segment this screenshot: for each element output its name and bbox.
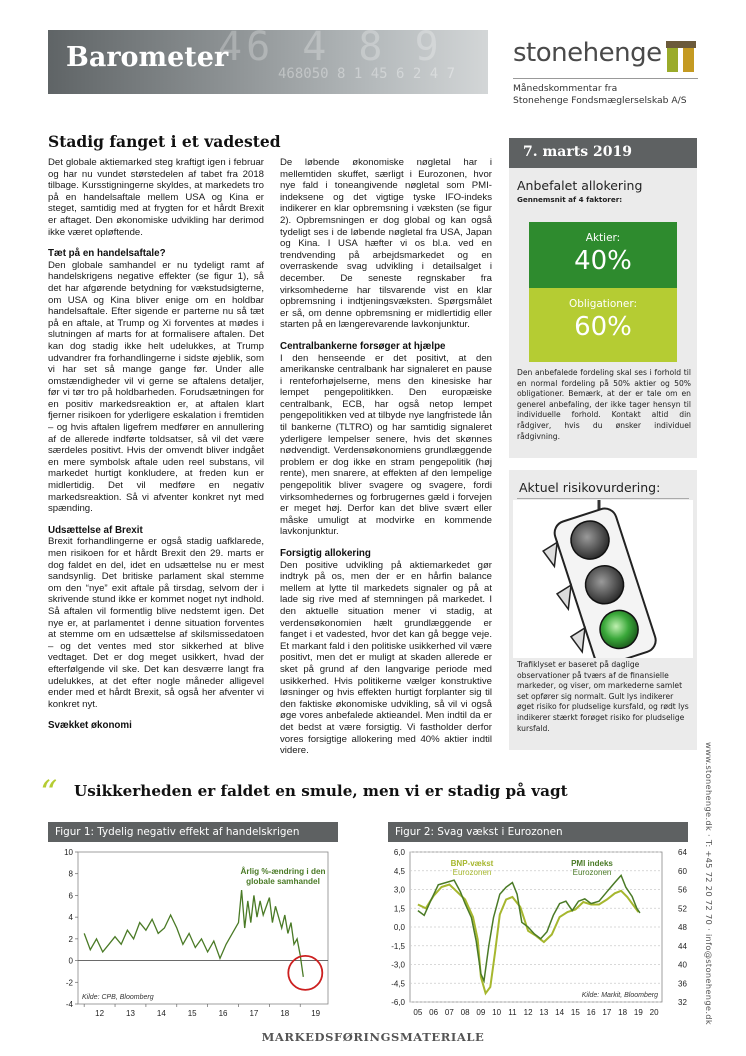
- y-left-tick-label: 6,0: [393, 848, 405, 857]
- x-tick-label: 13: [539, 1008, 549, 1017]
- section-heading: Forsigtig allokering: [280, 548, 371, 559]
- stocks-label: Aktier:: [585, 232, 621, 244]
- risk-note: Trafiklyset er baseret på daglige observationer på tværs af de finansielle markeder, og viser, om markederne samlet set opfører sig normalt. Gult lys indikerer øget risiko for pludselige kursfald, og rødt lys indikerer stærkt forøget risiko for pludselige kursfald.: [517, 660, 689, 733]
- paragraph: Den positive udvikling på aktiemarkedet gør indtryk på os, men der er en hårfin balance mellem at lytte til markedets signaler og på at lade sig rive med af stemningen på markedet. I den aktuelle situation mener vi stadig, at verdensøkonomien hælt grundlæggende er fanget i et vadested, hvor det kan gå begge veje. Et markant fald i den politiske usikkerhed vil være positivt, men det er muligt at skaden allerede er sket på grund af den langvarige periode med usikkerhed. Hvis politikerne vælger konstruktive løsninger og hvis effekten hurtigt forplanter sig til den faktiske økonomiske udvikling, så vil vi også øge vores anbefalede aktieandel. Men indtil da er det bedst at være forsigtig. Vi fastholder derfor vores forsigtige allokering med 40% aktier indtil videre.: [280, 559, 492, 757]
- y-left-tick-label: 0,0: [393, 923, 405, 932]
- x-tick-label: 15: [570, 1008, 580, 1017]
- contact-text: www.stonehenge.dk · T: +45 72 20 72 70 · info@stonehenge.dk: [704, 742, 714, 1025]
- risk-title: Aktuel risikovurdering:: [519, 480, 661, 495]
- legend-gdp: [451, 859, 494, 877]
- y-right-tick-label: 52: [678, 904, 687, 914]
- x-tick-label: 07: [444, 1008, 454, 1017]
- bonds-allocation-box: [529, 288, 677, 362]
- risk-panel: [509, 470, 697, 750]
- decorative-numbers: 46 4 8 9: [218, 30, 443, 70]
- y-left-tick-label: 4,5: [393, 866, 405, 876]
- x-tick-label: 15: [187, 1009, 197, 1018]
- legend-gdp-line-2: Eurozonen: [452, 868, 492, 877]
- x-tick-label: 17: [602, 1008, 612, 1017]
- decorative-numbers-small: 468050 8 1 45 6 2 4 7: [278, 66, 456, 82]
- risk-title-divider: [517, 498, 689, 499]
- stocks-allocation-box: [529, 222, 677, 288]
- y-right-tick-label: 32: [678, 998, 687, 1007]
- brand-divider: [513, 78, 698, 79]
- y-tick-label: 10: [64, 848, 73, 857]
- article-title: Stadig fanget i et vadested: [48, 132, 281, 151]
- figure-2-title: Figur 2: Svag vækst i Eurozonen: [388, 822, 688, 842]
- source-note: Kilde: CPB, Bloomberg: [82, 994, 154, 1001]
- footer-disclaimer: MARKEDSFØRINGSMATERIALE: [261, 1030, 485, 1044]
- allocation-panel: [509, 168, 697, 458]
- legend-gdp-line-1: BNP-vækst: [450, 859, 494, 868]
- bonds-value: 60%: [574, 312, 632, 342]
- y-left-tick-label: -1,5: [391, 941, 405, 951]
- legend-label-line-2: globale samhandel: [246, 877, 320, 886]
- x-tick-label: 14: [555, 1008, 565, 1017]
- series-line-world-trade: [84, 890, 303, 977]
- section-heading: Tæt på en handelsaftale?: [48, 248, 166, 260]
- figure-1-chart: [48, 842, 338, 1020]
- y-right-tick-label: 48: [678, 923, 687, 932]
- allocation-title: Anbefalet allokering: [517, 178, 643, 193]
- figure-1-title: Figur 1: Tydelig negativ effekt af handelskrigen: [48, 822, 338, 842]
- allocation-note: Den anbefalede fordeling skal ses i forhold til en normal fordeling på 50% aktier og 50% obligationer. Bemærk, at der er tale om en generel anbefaling, der ikke tager hensyn til individuelle forhold. Kontakt altid din rådgiver, hvis du ønsker individuel rådgivning.: [517, 368, 691, 441]
- source-note: Kilde: Markit, Bloomberg: [581, 992, 658, 999]
- y-right-tick-label: 44: [678, 941, 687, 951]
- stocks-value: 40%: [574, 246, 632, 276]
- paragraph: De løbende økonomiske nøgletal har i mellemtiden skuffet, særligt i Eurozonen, hvor nye fald i toneangivende nøgletal som PMI-indeksene og det vigtige tyske IFO-indeks indikerer en klar opbremsning i væksten (se figur 2). Opbremsningen er dog global og kan også tydeligt ses i de løbende nøgletal fra USA, Japan og Kina. I USA hæfter vi os bl.a. ved en trendvending på arbejdsmarkedet og en overraskende svag udvikling i detailsalget i december. De seneste regnskaber fra virksomhederne har tilsvarende vist en klar opbremsning i indtjeningsvæksten. Spørgsmålet er så, om denne opbremsning er midlertidig eller starten på en længerevarende lavkonjunktur.: [280, 157, 492, 331]
- y-tick-label: 8: [68, 869, 73, 879]
- header-banner: [48, 30, 488, 94]
- y-right-tick-label: 56: [678, 885, 687, 895]
- allocation-subtitle: Gennemsnit af 4 faktorer:: [517, 195, 623, 204]
- section-heading: Svækket økonomi: [48, 720, 132, 732]
- banner-title: Barometer: [66, 42, 229, 73]
- y-tick-label: 0: [68, 956, 73, 966]
- y-right-tick-label: 60: [678, 866, 687, 876]
- x-tick-label: 16: [218, 1009, 228, 1018]
- x-tick-label: 14: [156, 1009, 166, 1018]
- y-left-tick-label: 1,5: [393, 904, 405, 914]
- brand-subtitle: [513, 83, 687, 107]
- x-tick-label: 05: [413, 1008, 423, 1017]
- paragraph: Den globale samhandel er nu tydeligt ramt af handelskrigens negative effekter (se figur 1), så det har afgørende betydning for vækstudsigterne, om USA og Kina bliver enige om en holdbar handelsaftale. Efter sigende er parterne nu så tæt på en aftale, at Trump og Xi forventes at mødes i slutningen af marts for at formalisere aftalen. Det kan dog stadig ikke helt udelukkes, at Trump udvandrer fra forhandlingerne i sidste øjeblik, som vi har set så mange gange før. Under alle omstændigheder vil vi gerne se aftalens detaljer, før vi tør tro på holdbarheden. Forudsætningen for en positiv markedsreaktion er, at aftalen klart fjerner risikoen for yderligere eskalation i fremtiden – og hvis aftalen ligefrem medfører en annullering af de allerede indførte toldsatser, så vil det være særdeles positivt. Hvis der omvendt bliver indgået en mere symbolsk aftale uden reel substans, vil markedet hurtigt konkludere, at freden kun er midlertidig. Det vil medføre en negativ markedsreaktion. Så vi afventer konkret nyt med spænding.: [48, 259, 264, 515]
- y-tick-label: -4: [65, 1000, 73, 1009]
- x-tick-label: 18: [280, 1009, 290, 1018]
- legend-pmi: [571, 859, 613, 877]
- traffic-light-icon: [513, 500, 693, 658]
- paragraph: Brexit forhandlingerne er også stadig uafklarede, men risikoen for et hårdt Brexit den 29. marts er dog faldet en del, idet en udsættelse nu er mest sandsynlig. Det britiske parlament skal stemme om den “nye” exit aftale på tirsdag, selvom der i skrivende stund ikke er kommet noget nyt indhold. Så aftalen vil formentlig blive nedstemt igen. Det nye er, at parlamentet i denne situation forventes at stemme om en udsættelse af skilsmissedatoen – og det ventes med stor sikkerhed at blive vedtaget. Det er dog meget usikkert, hvad der efterfølgende vil ske. Det kan desværre langt fra udelukkes, at det efter nogle måneder alligevel ender med et hårdt Brexit, så også her afventer vi konkret nyt.: [48, 536, 264, 710]
- series-line-pmi: [418, 875, 640, 981]
- x-tick-label: 11: [508, 1008, 517, 1017]
- y-tick-label: 6: [68, 891, 73, 901]
- legend-label: [240, 866, 325, 886]
- x-tick-label: 06: [429, 1008, 439, 1017]
- x-tick-label: 18: [618, 1008, 628, 1017]
- legend-label-line-1: Årlig %-ændring i den: [240, 867, 326, 876]
- x-tick-label: 20: [649, 1008, 659, 1017]
- legend-pmi-line-2: Eurozonen: [572, 868, 612, 877]
- bonds-label: Obligationer:: [568, 298, 638, 310]
- issue-date: 7. marts 2019: [523, 144, 632, 160]
- brand-subtitle-line-2: Stonehenge Fondsmæglerselskab A/S: [513, 95, 687, 106]
- brand-name: stonehenge: [513, 38, 662, 68]
- section-heading: Centralbankerne forsøger at hjælpe: [280, 340, 446, 352]
- y-right-tick-label: 40: [678, 960, 687, 970]
- x-tick-label: 19: [633, 1008, 643, 1017]
- series-line-gdp: [418, 885, 639, 994]
- x-tick-label: 17: [249, 1009, 259, 1018]
- x-tick-label: 16: [586, 1008, 596, 1017]
- pull-quote: Usikkerheden er faldet en smule, men vi er stadig på vagt: [74, 782, 568, 800]
- article-column-2: [280, 157, 492, 757]
- x-tick-label: 12: [523, 1008, 533, 1017]
- stonehenge-logo-icon: [666, 40, 700, 72]
- article-column-1: [48, 157, 264, 732]
- section-heading: Udsættelse af Brexit: [48, 524, 143, 536]
- y-right-tick-label: 36: [678, 979, 687, 989]
- paragraph: I den henseende er det positivt, at den amerikanske centralbank har signaleret en pause i renteforhøjelserne, mens den kinesiske har lempet pengepolitikken. Den europæiske centralbank, ECB, har også netop lempet pengepolitikken ved at tilbyde nye langfristede lån til bankerne (TLTRO) og har samtidig signaleret yderligere lempelser senere, hvis det skønnes nødvendigt. Verdensøkonomiens grundlæggende problem er dog ikke en stram pengepolitik (høj rente), men snarere, at effekten af den lempelige pengepolitik bliver svagere og svagere, fordi virksomhedernes og forbrugernes gæld i forvejen er meget høj. Derfor kan det blive svært eller måske umuligt at modvirke en kommende lavkonjunktur.: [280, 352, 492, 538]
- x-tick-label: 12: [95, 1009, 105, 1018]
- y-tick-label: 2: [68, 934, 73, 944]
- y-tick-label: -2: [65, 978, 73, 988]
- y-left-tick-label: -6,0: [391, 998, 405, 1007]
- x-tick-label: 19: [311, 1009, 321, 1018]
- legend-pmi-line-1: PMI indeks: [571, 859, 613, 868]
- y-tick-label: 4: [68, 913, 73, 923]
- x-tick-label: 08: [460, 1008, 470, 1017]
- x-tick-label: 13: [126, 1009, 135, 1018]
- x-tick-label: 09: [476, 1008, 486, 1017]
- quote-mark-icon: “: [40, 773, 58, 813]
- figure-2-chart: [362, 842, 702, 1020]
- date-box: [509, 138, 697, 168]
- y-left-tick-label: -3,0: [391, 960, 405, 970]
- brand-subtitle-line-1: Månedskommentar fra: [513, 83, 618, 94]
- x-tick-label: 10: [492, 1008, 502, 1017]
- y-right-tick-label: 64: [678, 848, 687, 857]
- y-left-tick-label: -4,5: [391, 979, 405, 989]
- paragraph: Det globale aktiemarked steg kraftigt igen i februar og har nu vundet størstedelen af tabet fra 2018 tilbage. Kursstigningerne skyldes, at markedets tro på en handelsaftale mellem USA og Kina er steget, samtidig med at frygten for et hårdt Brexit er aftaget. Den økonomiske udvikling har derimod ikke været opløftende.: [48, 157, 264, 238]
- contact-vertical: [704, 742, 718, 1025]
- y-left-tick-label: 3,0: [393, 885, 405, 895]
